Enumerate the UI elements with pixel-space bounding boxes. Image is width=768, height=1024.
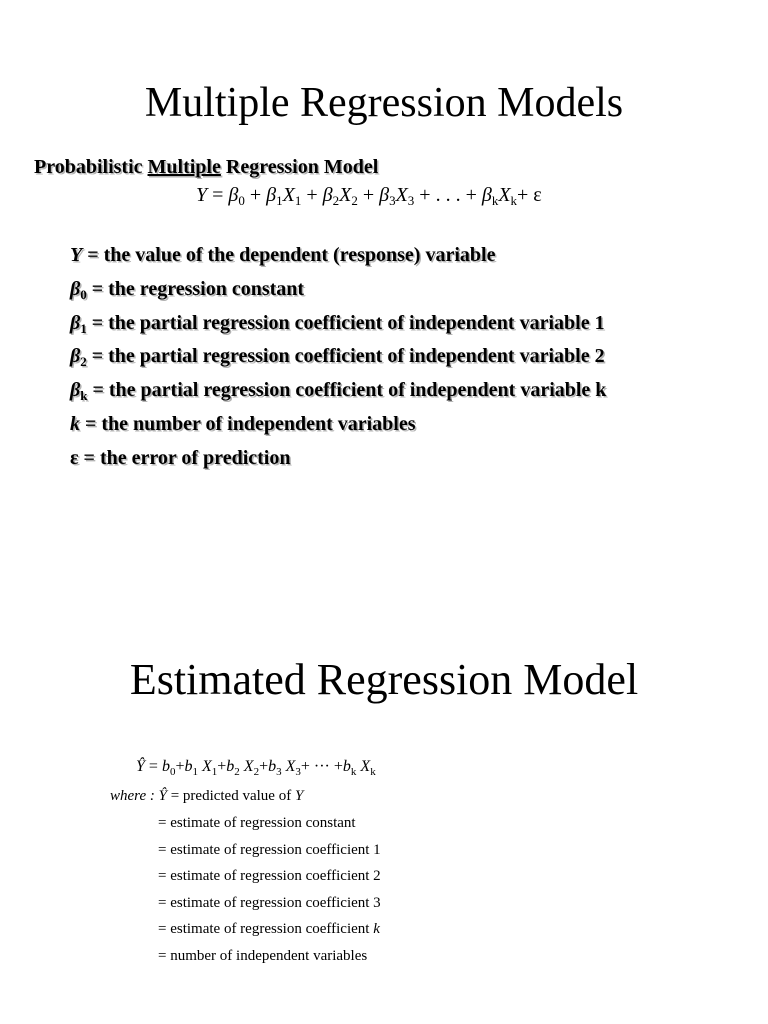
- definition-item: [70, 411, 606, 445]
- eq-coef: β: [379, 184, 390, 206]
- eq-plus: +: [357, 184, 380, 206]
- eq-error-term: + ε: [517, 184, 542, 206]
- estimate-text-main: = estimate of regression coefficient: [158, 921, 374, 938]
- eq-coef: b: [268, 758, 277, 775]
- estimate-text: [158, 921, 380, 938]
- eq-coef: β: [266, 184, 277, 206]
- eq-var: X: [395, 184, 408, 206]
- where-label: where :: [110, 788, 155, 804]
- subheading-suffix: Regression Model: [220, 156, 379, 178]
- eq-coef: β: [228, 184, 239, 206]
- estimate-text-tail: k: [373, 921, 380, 938]
- definition-subscript: 2: [80, 354, 87, 370]
- slide-estimated-regression-model: [0, 512, 768, 1024]
- eq-var-sub: 3: [295, 766, 301, 778]
- definition-item: [70, 276, 606, 310]
- subheading-prefix: Probabilistic: [34, 156, 148, 178]
- subheading-underlined-word: Multiple: [147, 156, 221, 178]
- definition-subscript: 0: [80, 286, 87, 302]
- eq-var: X: [243, 758, 254, 775]
- definition-symbol: β: [70, 277, 81, 300]
- eq-coef-sub: 1: [192, 766, 198, 778]
- estimate-text-main: = estimate of regression coefficient 2: [158, 868, 381, 885]
- estimated-model-equation: [136, 758, 376, 776]
- definition-subscript: k: [80, 388, 88, 404]
- definition-text: = the value of the dependent (response) variable: [82, 244, 496, 266]
- eq-coef-sub: k: [491, 193, 499, 208]
- eq-var: X: [339, 184, 352, 206]
- eq-var-sub: k: [370, 766, 376, 778]
- eq-var-sub: 1: [294, 193, 302, 208]
- definition-symbol: ε: [70, 446, 79, 469]
- eq-coef: β: [322, 184, 333, 206]
- section-subheading: [34, 156, 378, 179]
- eq-coef-sub: 3: [276, 766, 282, 778]
- definition-symbol: Y: [70, 244, 83, 266]
- slide-title: Multiple Regression Models: [144, 80, 624, 126]
- estimate-text-main: = estimate of regression constant: [158, 815, 356, 831]
- slide-title: Estimated Regression Model: [129, 655, 639, 704]
- where-tail: Y: [294, 788, 304, 804]
- definition-text: = the error of prediction: [78, 446, 291, 469]
- eq-coef-sub: 0: [169, 766, 176, 778]
- definition-symbol: β: [70, 379, 81, 402]
- where-text: = predicted value of: [166, 788, 295, 804]
- eq-coef-sub: 1: [276, 193, 283, 208]
- definition-item: [70, 242, 606, 276]
- eq-var-sub: 2: [351, 193, 358, 208]
- definition-symbol: k: [70, 412, 80, 435]
- eq-ellipsis: . . .: [435, 184, 461, 206]
- estimate-text: [158, 868, 381, 885]
- definition-item: [70, 445, 606, 479]
- eq-equals: =: [207, 184, 229, 206]
- eq-coef: b: [342, 758, 351, 775]
- eq-lhs: Y: [196, 184, 208, 206]
- estimate-text: [158, 815, 356, 832]
- eq-var-sub: k: [510, 193, 518, 208]
- definition-text: = the partial regression coefficient of independent variable 1: [86, 311, 605, 334]
- eq-coef-sub: 0: [238, 193, 245, 208]
- eq-plus: +: [460, 184, 482, 206]
- definitions-list: [70, 242, 606, 479]
- eq-var: X: [498, 184, 511, 206]
- definition-item: [70, 343, 606, 377]
- probabilistic-model-equation: [196, 184, 542, 207]
- definition-symbol: β: [70, 311, 81, 334]
- estimate-text: [158, 895, 381, 912]
- eq-coef-sub: 2: [332, 193, 340, 208]
- eq-var-sub: 3: [407, 193, 415, 208]
- eq-plus: +: [175, 758, 185, 775]
- where-symbol: Ŷ: [158, 788, 167, 804]
- definition-text: = the partial regression coefficient of independent variable k: [87, 379, 607, 402]
- definition-symbol: β: [70, 345, 81, 368]
- eq-plus: +: [259, 758, 269, 775]
- estimate-text-main: = estimate of regression coefficient 3: [158, 894, 381, 911]
- eq-var: X: [360, 758, 371, 775]
- definition-text: = the number of independent variables: [80, 412, 416, 435]
- eq-coef: β: [481, 184, 492, 206]
- definition-item: [70, 377, 606, 411]
- eq-plus: +: [301, 184, 323, 206]
- eq-var-sub: 2: [253, 766, 260, 778]
- definition-item: [70, 310, 606, 344]
- where-clause: [110, 788, 303, 805]
- estimate-text: [158, 948, 367, 965]
- eq-plus: +: [414, 184, 436, 206]
- eq-plus: +: [217, 758, 227, 775]
- eq-coef-sub: 3: [389, 193, 396, 208]
- eq-equals: =: [144, 758, 162, 775]
- eq-var: X: [282, 184, 295, 206]
- eq-coef: b: [161, 758, 170, 775]
- eq-coef-sub: k: [350, 766, 357, 778]
- eq-var: X: [201, 758, 212, 775]
- eq-var: X: [285, 758, 296, 775]
- estimate-text-main: = number of independent variables: [158, 947, 368, 964]
- estimate-text: [158, 842, 381, 859]
- eq-coef: b: [226, 758, 235, 775]
- eq-lhs: Ŷ: [136, 758, 145, 775]
- eq-plus: +: [244, 184, 267, 206]
- definition-subscript: 1: [80, 320, 87, 336]
- eq-ellipsis: + ··· +: [300, 758, 343, 775]
- definition-text: = the regression constant: [86, 277, 305, 300]
- definition-text: = the partial regression coefficient of independent variable 2: [86, 345, 605, 368]
- eq-var-sub: 1: [211, 766, 218, 778]
- estimate-text-main: = estimate of regression coefficient 1: [158, 841, 381, 858]
- eq-coef: b: [184, 758, 193, 775]
- eq-coef-sub: 2: [234, 766, 240, 778]
